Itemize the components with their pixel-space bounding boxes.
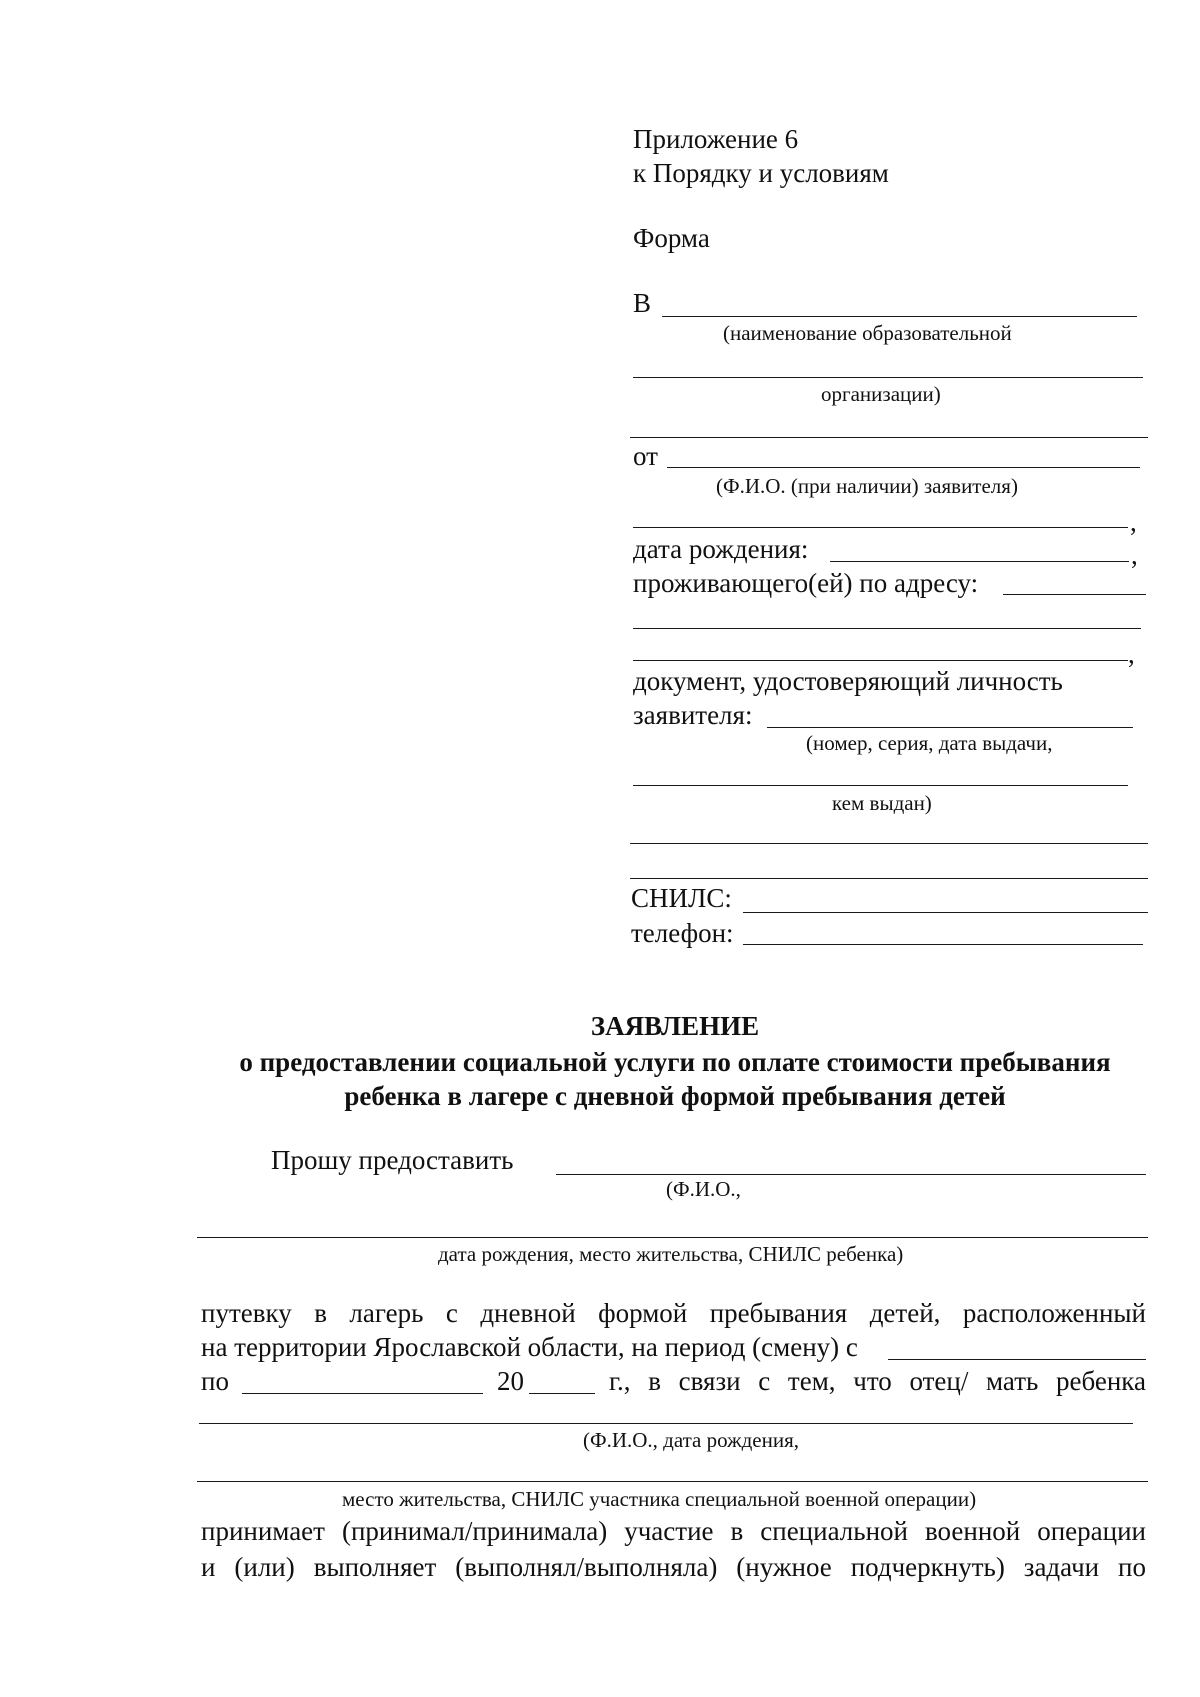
comma: ,: [1128, 639, 1135, 669]
paragraph-1-line-2: на территории Ярославской области, на период (смену) с: [201, 1332, 858, 1362]
identity-document-field-4[interactable]: [630, 878, 1148, 879]
applicant-fio-line-1[interactable]: [667, 467, 1140, 468]
organization-hint-2: организации): [821, 382, 941, 406]
request-label: Прошу предоставить: [271, 1145, 514, 1175]
comma: ,: [1130, 507, 1137, 537]
snils-field[interactable]: [743, 912, 1148, 913]
address-label: проживающего(ей) по адресу:: [633, 568, 979, 598]
child-fio-field[interactable]: [556, 1174, 1146, 1175]
year-prefix: 20: [497, 1366, 524, 1396]
document-title: ЗАЯВЛЕНИЕ: [590, 1011, 760, 1041]
organization-hint-1: (наименование образовательной: [723, 321, 1012, 345]
identity-document-hint-1: (номер, серия, дата выдачи,: [806, 731, 1053, 755]
order-reference: к Порядку и условиям: [633, 158, 889, 188]
year-field[interactable]: [529, 1393, 595, 1394]
identity-document-hint-2: кем выдан): [832, 791, 932, 815]
period-end-field[interactable]: [242, 1393, 483, 1394]
organization-field-line-1[interactable]: [662, 316, 1137, 317]
comma: ,: [1131, 540, 1138, 570]
child-hint-1: (Ф.И.О.,: [666, 1177, 741, 1201]
identity-document-field-1[interactable]: [767, 727, 1133, 728]
organization-field-line-2[interactable]: [633, 377, 1143, 378]
identity-document-field-2[interactable]: [633, 785, 1128, 786]
snils-label: СНИЛС:: [631, 883, 732, 913]
period-start-field[interactable]: [888, 1359, 1146, 1360]
organization-field-line-3[interactable]: [630, 437, 1148, 438]
address-field-line-1[interactable]: [1003, 594, 1146, 595]
participant-hint-2: место жительства, СНИЛС участника специальной военной операции): [342, 1487, 977, 1511]
identity-document-label: документ, удостоверяющий личность: [633, 666, 1063, 696]
paragraph-3-line-2: и (или) выполняет (выполнял/выполняла) (нужное подчеркнуть) задачи по: [201, 1552, 1146, 1582]
child-hint-2: дата рождения, место жительства, СНИЛС ребенка): [438, 1242, 904, 1266]
appendix-label: Приложение 6: [633, 124, 799, 154]
applicant-label: заявителя:: [633, 700, 753, 730]
reason-text: г., в связи с тем, что отец/ мать ребенка: [609, 1366, 1146, 1396]
period-to-label: по: [201, 1366, 229, 1396]
form-label: Форма: [633, 223, 710, 253]
from-prefix: от: [633, 441, 658, 471]
to-prefix: В: [633, 288, 652, 318]
participant-field-1[interactable]: [199, 1423, 1133, 1424]
phone-label: телефон:: [631, 918, 734, 948]
participant-field-2[interactable]: [197, 1481, 1148, 1482]
applicant-fio-hint: (Ф.И.О. (при наличии) заявителя): [716, 474, 1018, 498]
address-field-line-3[interactable]: [633, 660, 1128, 661]
document-subtitle-1: о предоставлении социальной услуги по оплате стоимости пребывания: [239, 1047, 1111, 1077]
document-subtitle-2: ребенка в лагере с дневной формой пребывания детей: [344, 1081, 1006, 1111]
address-field-line-2[interactable]: [633, 628, 1141, 629]
applicant-fio-line-2[interactable]: [633, 527, 1128, 528]
participant-hint-1: (Ф.И.О., дата рождения,: [583, 1428, 800, 1452]
paragraph-1-line-1: путевку в лагерь с дневной формой пребывания детей, расположенный: [201, 1298, 1146, 1328]
paragraph-3-line-1: принимает (принимал/принимала) участие в специальной военной операции: [201, 1516, 1146, 1546]
birth-date-label: дата рождения:: [633, 534, 809, 564]
birth-date-field[interactable]: [830, 561, 1129, 562]
identity-document-field-3[interactable]: [630, 843, 1148, 844]
phone-field[interactable]: [743, 944, 1143, 945]
child-details-field[interactable]: [197, 1237, 1148, 1238]
